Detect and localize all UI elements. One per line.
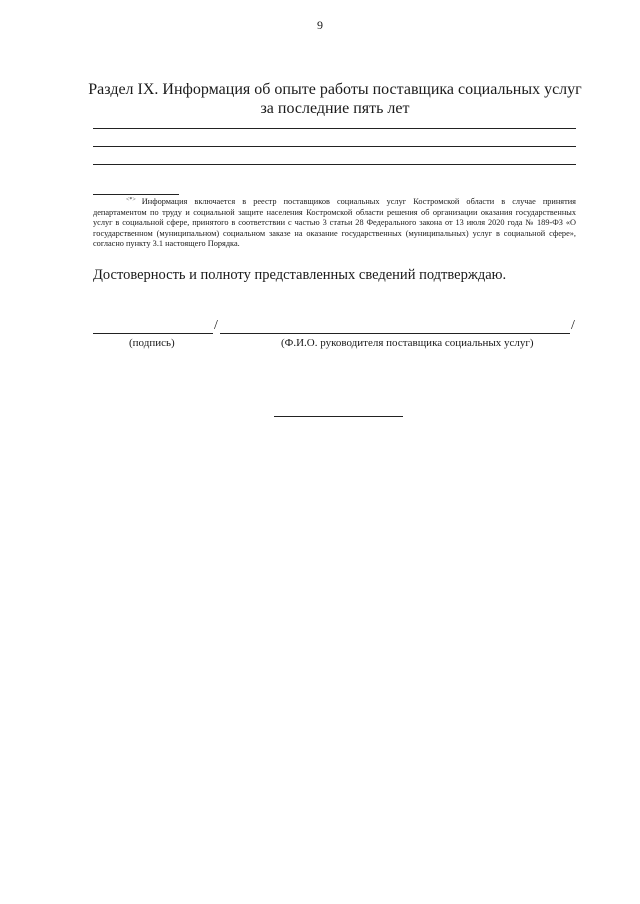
name-caption: (Ф.И.О. руководителя поставщика социальных услуг): [281, 337, 534, 349]
name-line: [220, 333, 570, 334]
confirmation-statement: Достоверность и полноту представленных сведений подтверждаю.: [93, 267, 507, 283]
footnote-marker: <*>: [126, 197, 136, 203]
section-title-line-2: за последние пять лет: [260, 100, 410, 117]
section-title: [60, 80, 610, 118]
end-of-document-rule: [274, 416, 403, 417]
answer-line-2: [93, 146, 576, 147]
footnote-text: Информация включается в реестр поставщиков социальных услуг Костромской области в случае принятия департаментом по труду и социальной защите населения Костромской области решения об организации оказания государственных услуг в социальной сфере, принятого в соответствии с частью 3 статьи 28 Федерального закона от 13 июля 2020 года № 189-ФЗ «О государственном (муниципальном) социальном заказе на оказание государственных (муниципальных) услуг в социальной сфере», согласно пункту 3.1 настоящего Порядка.: [93, 197, 576, 249]
signature-separator: /: [214, 318, 218, 333]
section-title-line-1: Раздел IX. Информация об опыте работы поставщика социальных услуг: [88, 81, 582, 98]
signature-line: [93, 333, 213, 334]
answer-line-3: [93, 164, 576, 165]
page-number: 9: [317, 18, 323, 32]
signature-caption: (подпись): [129, 337, 175, 349]
name-line-end-separator: /: [571, 318, 575, 333]
footnote: [93, 195, 576, 250]
answer-line-1: [93, 128, 576, 129]
signature-block: [93, 318, 583, 358]
